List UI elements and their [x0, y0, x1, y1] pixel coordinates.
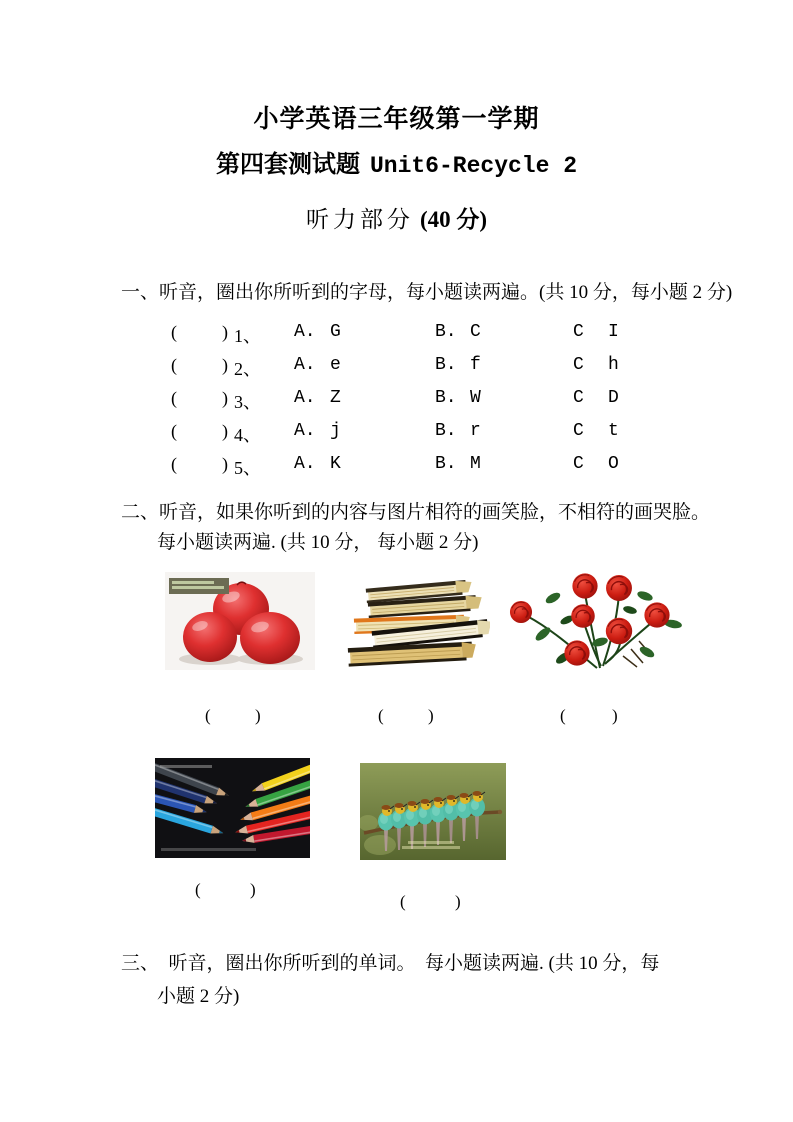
watermark-text: [408, 841, 454, 844]
answer-bracket-close: ): [250, 880, 256, 899]
birds-photo: [360, 763, 506, 860]
option-c-value: D: [608, 388, 619, 408]
option-c-value: O: [608, 454, 619, 474]
option-a-label: A.: [294, 421, 316, 441]
option-b-value: f: [470, 355, 481, 375]
roses-photo: [505, 560, 690, 672]
doc-title-line1: 小学英语三年级第一学期: [253, 105, 540, 133]
answer-bracket-open: (: [205, 706, 211, 725]
option-a-label: A.: [294, 454, 316, 474]
question-number: 2、: [234, 359, 261, 379]
bracket-open-icon: (: [171, 355, 177, 375]
question-item-1: [0, 322, 793, 348]
option-c-value: I: [608, 322, 619, 342]
option-b-value: C: [470, 322, 481, 342]
question-item-2: [0, 355, 793, 381]
doc-title-line2-cn: 第四套测试题: [215, 151, 360, 178]
bracket-close-icon: ): [222, 355, 228, 375]
bracket-close-icon: ): [222, 388, 228, 408]
doc-title-line2-en: Unit6-Recycle 2: [369, 153, 578, 179]
option-c-label: C: [573, 388, 584, 408]
watermark-text: [402, 846, 460, 849]
option-c-value: t: [608, 421, 619, 441]
answer-bracket-close: ): [428, 706, 434, 725]
question-number: 1、: [234, 326, 261, 346]
option-a-value: G: [330, 322, 341, 342]
listening-part-label: 听力部分: [305, 207, 414, 232]
answer-bracket-close: ): [612, 706, 618, 725]
question-number: 3、: [234, 392, 261, 412]
question-item-3: [0, 388, 793, 414]
option-c-label: C: [573, 322, 584, 342]
option-a-label: A.: [294, 322, 316, 342]
bracket-close-icon: ): [222, 454, 228, 474]
option-a-value: Z: [330, 388, 341, 408]
section2-heading-line1: 二、听音，如果你听到的内容与图片相符的画笑脸，不相符的画哭脸。: [121, 502, 711, 523]
option-c-label: C: [573, 355, 584, 375]
option-b-value: M: [470, 454, 481, 474]
answer-bracket-open: (: [560, 706, 566, 725]
answer-bracket-open: (: [378, 706, 384, 725]
bracket-open-icon: (: [171, 322, 177, 342]
option-c-value: h: [608, 355, 619, 375]
bracket-open-icon: (: [171, 421, 177, 441]
bracket-open-icon: (: [171, 454, 177, 474]
option-a-label: A.: [294, 388, 316, 408]
question-item-4: [0, 421, 793, 447]
section1-heading: 一、听音，圈出你所听到的字母，每小题读两遍。(共 10 分，每小题 2 分): [121, 282, 733, 303]
listening-part-score: (40 分): [419, 207, 488, 232]
option-c-label: C: [573, 421, 584, 441]
books-photo: [340, 578, 490, 670]
option-b-label: B.: [435, 388, 457, 408]
pencils-photo: [155, 758, 310, 858]
section3-heading-line1: 三、 听音，圈出你所听到的单词。 每小题读两遍. (共 10 分，每: [121, 953, 660, 974]
bracket-open-icon: (: [171, 388, 177, 408]
option-c-label: C: [573, 454, 584, 474]
option-b-value: W: [470, 388, 481, 408]
option-b-label: B.: [435, 355, 457, 375]
option-a-label: A.: [294, 355, 316, 375]
option-a-value: j: [330, 421, 341, 441]
bracket-close-icon: ): [222, 322, 228, 342]
option-b-value: r: [470, 421, 481, 441]
watermark-text: [161, 848, 256, 851]
option-b-label: B.: [435, 322, 457, 342]
option-b-label: B.: [435, 421, 457, 441]
option-b-label: B.: [435, 454, 457, 474]
answer-bracket-close: ): [255, 706, 261, 725]
section3-heading-line2: 小题 2 分): [157, 986, 240, 1007]
listening-part-title: [0, 201, 793, 234]
apples-photo: [165, 572, 315, 670]
answer-bracket-open: (: [400, 892, 406, 911]
question-number: 5、: [234, 458, 261, 478]
option-a-value: K: [330, 454, 341, 474]
bracket-close-icon: ): [222, 421, 228, 441]
doc-title-line2: [0, 144, 793, 179]
answer-bracket-close: ): [455, 892, 461, 911]
section2-heading-line2: 每小题读两遍. (共 10 分， 每小题 2 分): [157, 532, 479, 553]
question-number: 4、: [234, 425, 261, 445]
watermark-text: [160, 765, 212, 768]
option-a-value: e: [330, 355, 341, 375]
question-item-5: [0, 454, 793, 480]
answer-bracket-open: (: [195, 880, 201, 899]
